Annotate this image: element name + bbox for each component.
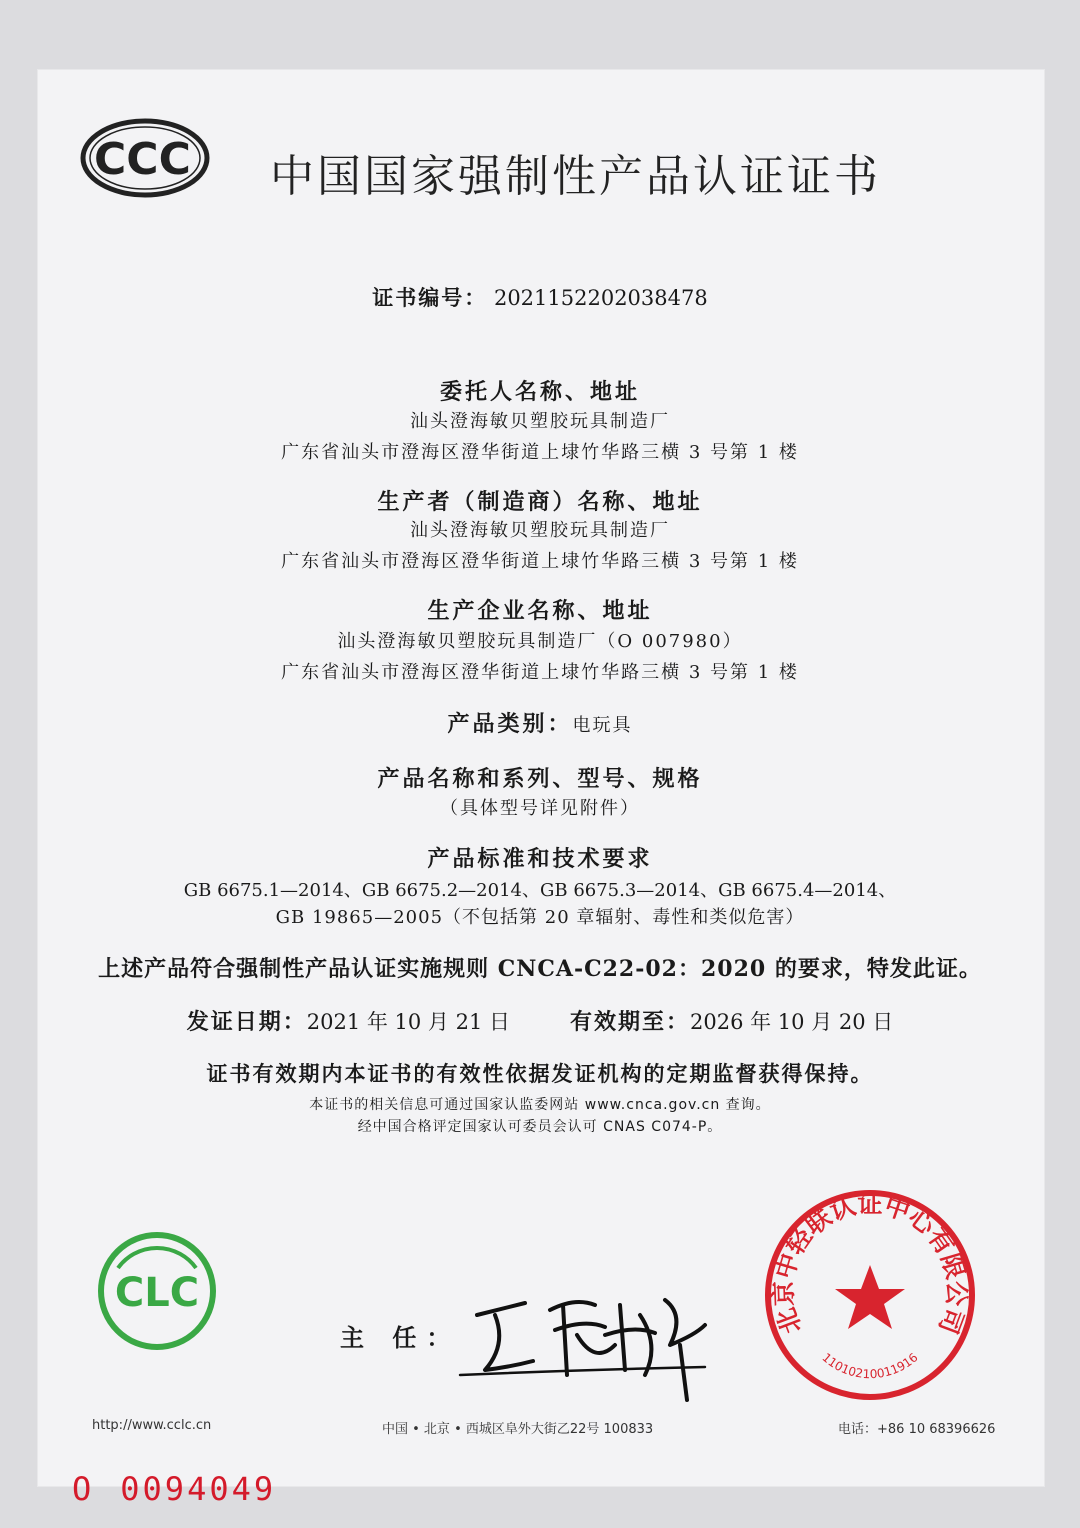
factory-heading: 生产企业名称、地址 [427,598,653,624]
expiry-date-value: 2026 年 10 月 20 日 [690,1010,894,1034]
applicant-address: 广东省汕头市澄海区澄华街道上埭竹华路三横 3 号第 1 楼 [281,442,799,463]
director-label: 主 任： [340,1323,461,1352]
product-name-heading: 产品名称和系列、型号、规格 [377,766,703,792]
director-signature [455,1275,715,1405]
factory-name: 汕头澄海敏贝塑胶玩具制造厂（O 007980） [337,631,743,652]
footer-phone: 电话：+86 10 68396626 [838,1422,996,1437]
certificate-title: 中国国家强制性产品认证证书 [270,151,881,202]
company-seal [760,1185,980,1405]
issue-date-value: 2021 年 10 月 21 日 [306,1010,510,1034]
standards-line-1: GB 6675.1—2014、GB 6675.2—2014、GB 6675.3—2014、GB 6675.4—2014、 [183,880,897,901]
certificate-number-value: 2021152202038478 [493,286,708,310]
applicant-heading: 委托人名称、地址 [439,379,640,405]
product-category-label: 产品类别： [447,711,573,737]
certificate-number-label: 证书编号： [372,285,488,310]
manufacturer-heading: 生产者（制造商）名称、地址 [377,489,703,515]
info-line-1: 本证书的相关信息可通过国家认监委网站 www.cnca.gov.cn 查询。 [309,1097,771,1113]
manufacturer-address: 广东省汕头市澄海区澄华街道上埭竹华路三横 3 号第 1 楼 [281,551,799,572]
svg-text:北京中轻联认证中心有限公司 [769,1190,972,1338]
factory-address: 广东省汕头市澄海区澄华街道上埭竹华路三横 3 号第 1 楼 [281,662,799,683]
product-category-value: 电玩具 [572,715,633,736]
manufacturer-name: 汕头澄海敏贝塑胶玩具制造厂 [410,520,670,541]
info-line-2: 经中国合格评定国家认可委员会认可 CNAS C074-P。 [357,1119,723,1135]
svg-text:11010210011916 [819,1350,920,1381]
ccc-logo-icon [80,118,210,198]
seal-text: 北京中轻联认证中心有限公司 [768,1189,972,1338]
star-icon [835,1265,905,1329]
standards-line-2: GB 19865—2005（不包括第 20 章辐射、毒性和类似危害） [275,907,805,928]
product-category [0,707,1080,738]
clc-logo-text: CLC [114,1270,200,1316]
clc-logo-icon [96,1230,218,1352]
applicant-name: 汕头澄海敏贝塑胶玩具制造厂 [410,411,670,432]
expiry-date-label: 有效期至： [570,1009,691,1035]
seal-number: 11010210011916 [819,1350,921,1382]
footer-address: 中国 • 北京 • 西城区阜外大街乙22号 100833 [382,1422,654,1437]
product-name-note: （具体型号详见附件） [440,798,640,819]
footer-website[interactable]: http://www.cclc.cn [92,1418,212,1433]
validity-statement: 证书有效期内本证书的有效性依据发证机构的定期监督获得保持。 [206,1061,874,1086]
standards-heading: 产品标准和技术要求 [427,846,653,872]
serial-prefix: O [72,1470,95,1508]
conformity-statement: 上述产品符合强制性产品认证实施规则 CNCA-C22-02：2020 的要求，特发此证。 [98,956,982,982]
validity-dates [0,1005,1080,1036]
ccc-logo-text: CCC [94,134,191,185]
certificate-number [0,282,1080,312]
issue-date-label: 发证日期： [186,1009,307,1035]
serial-number [72,1470,276,1508]
serial-value: 0094049 [120,1470,277,1508]
